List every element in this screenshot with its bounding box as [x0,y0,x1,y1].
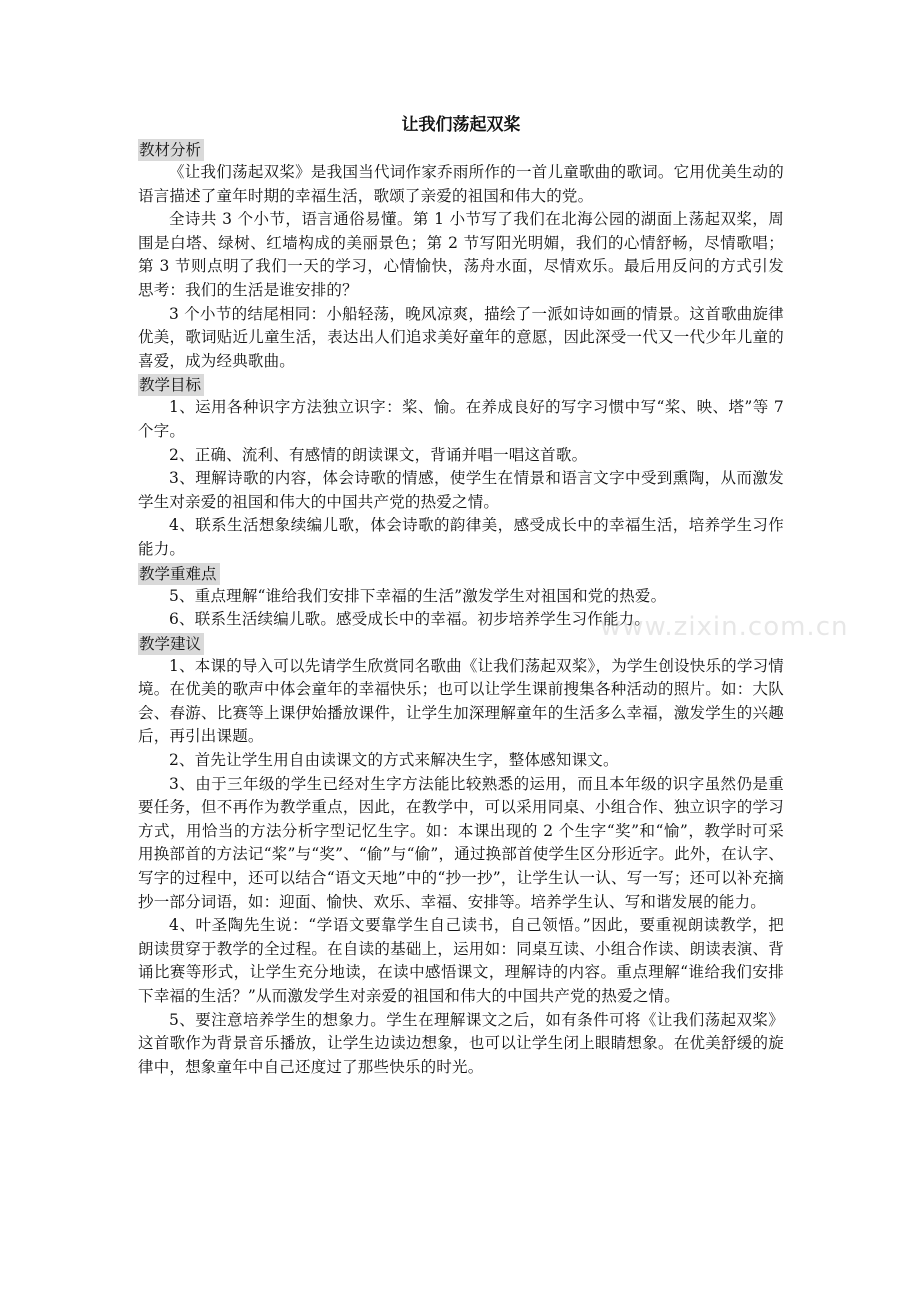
section-heading-wrap [138,563,784,585]
paragraph: 全诗共 3 个小节，语言通俗易懂。第 1 小节写了我们在北海公园的湖面上荡起双桨，周围是白塔、绿树、红墙构成的美丽景色；第 2 节写阳光明媚，我们的心情舒畅，尽情歌唱；第 3 节则点明了我们一天的学习，心情愉快，荡舟水面，尽情欢乐。最后用反问的方式引发思考：我们的生活是谁安排的？ [138,210,784,299]
paragraph: 2、首先让学生用自由读课文的方式来解决生字，整体感知课文。 [169,751,619,770]
paragraph: 1、本课的导入可以先请学生欣赏同名歌曲《让我们荡起双桨》，为学生创设快乐的学习情境。在优美的歌声中体会童年的幸福快乐；也可以让学生课前搜集各种活动的照片。如：大队会、春游、比赛等上课伊始播放课件，让学生加深理解童年的生活多么幸福，激发学生的兴趣后，再引出课题。 [138,656,784,746]
section-heading-wrap [138,374,784,396]
section-heading-teaching-goals: 教学目标 [138,374,204,396]
section-heading-teaching-suggestions: 教学建议 [138,633,204,655]
section-heading-key-difficulties: 教学重难点 [138,563,220,585]
watermark-text: www.zixin.com.cn [600,612,849,642]
paragraph: 4、联系生活想象续编儿歌，体会诗歌的韵律美，感受成长中的幸福生活，培养学生习作能力。 [138,516,784,558]
document-page [138,112,784,1079]
paragraph: 3、由于三年级的学生已经对生字方法能比较熟悉的运用，而且本年级的识字虽然仍是重要任务，但不再作为教学重点，因此，在教学中，可以采用同桌、小组合作、独立识字的学习方式，用恰当的方法分析字型记忆生字。如：本课出现的 2 个生字“奖”和“愉”，教学时可采用换部首的方法记“桨”与“奖”、“偷”与“偷”，通过换部首使学生区分形近字。此外，在认字、写字的过程中，还可以结合“语文天地”中的“抄一抄”，让学生认一认、写一写；还可以补充摘抄一部分词语，如：迎面、愉快、欢乐、幸福、安排等。培养学生认、写和谐发展的能力。 [138,774,784,911]
paragraph: 3 个小节的结尾相同：小船轻荡，晚风凉爽，描绘了一派如诗如画的情景。这首歌曲旋律优美，歌词贴近儿童生活，表达出人们追求美好童年的意愿，因此深受一代又一代少年儿童的喜爱，成为经典歌曲。 [138,304,784,370]
section-heading-wrap [138,633,784,655]
paragraph: 1、运用各种识字方法独立识字：桨、愉。在养成良好的写字习惯中写“桨、映、塔”等 7 个字。 [138,398,784,440]
paragraph: 3、理解诗歌的内容，体会诗歌的情感，使学生在情景和语言文字中受到熏陶，从而激发学生对亲爱的祖国和伟大的中国共产党的热爱之情。 [138,469,784,511]
section-heading-wrap [138,139,784,161]
paragraph: 《让我们荡起双桨》是我国当代词作家乔雨所作的一首儿童歌曲的歌词。它用优美生动的语言描述了童年时期的幸福生活，歌颂了亲爱的祖国和伟大的党。 [138,163,784,205]
document-title: 让我们荡起双桨 [401,115,521,135]
paragraph: 2、正确、流利、有感情的朗读课文，背诵并唱一唱这首歌。 [169,445,588,464]
paragraph: 4、叶圣陶先生说：“学语文要靠学生自己读书，自己领悟。”因此，要重视朗读教学，把朗读贯穿于教学的全过程。在自读的基础上，运用如：同桌互读、小组合作读、朗读表演、背诵比赛等形式，让学生充分地读，在读中感悟课文，理解诗的内容。重点理解“谁给我们安排下幸福的生活？”从而激发学生对亲爱的祖国和伟大的中国共产党的热爱之情。 [138,916,784,1005]
paragraph: 6、联系生活续编儿歌。感受成长中的幸福。初步培养学生习作能力。 [169,610,651,629]
paragraph: 5、要注意培养学生的想象力。学生在理解课文之后，如有条件可将《让我们荡起双桨》这首歌作为背景音乐播放，让学生边读边想象，也可以让学生闭上眼睛想象。在优美舒缓的旋律中，想象童年中自己还度过了那些快乐的时光。 [138,1010,784,1076]
section-heading-textbook-analysis: 教材分析 [138,139,204,161]
paragraph: 5、重点理解“谁给我们安排下幸福的生活”激发学生对祖国和党的热爱。 [169,586,667,605]
